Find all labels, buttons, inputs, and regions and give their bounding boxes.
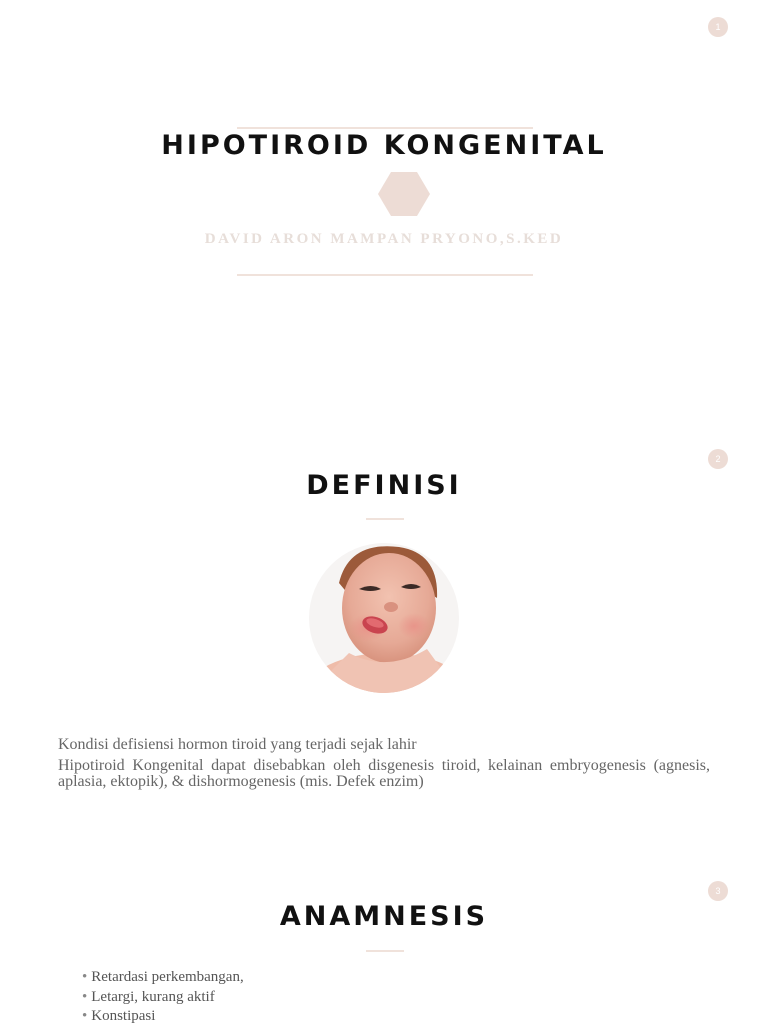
list-item: • Konstipasi (82, 1007, 244, 1027)
slide-number-badge: 3 (708, 881, 728, 901)
title-top-rule (237, 127, 533, 129)
definition-paragraph-2: Hipotiroid Kongenital dapat disebabkan oleh disgenesis tiroid, kelainan embryogenesis (agnesis, aplasia, ektopik), & dishormogenesis (mis. Defek enzim) (58, 757, 710, 790)
list-item: • Letargi, kurang aktif (82, 988, 244, 1008)
hexagon-ornament (378, 172, 430, 216)
slide-number-badge: 1 (708, 17, 728, 37)
section-underline (366, 518, 404, 520)
author-name: DAVID ARON MAMPAN PRYONO,S.KED (204, 231, 564, 247)
title-bottom-rule (237, 274, 533, 276)
definition-text (58, 737, 710, 790)
section-title-definisi: DEFINISI (306, 470, 462, 501)
anamnesis-list (82, 968, 244, 1027)
presentation-title: HIPOTIROID KONGENITAL (161, 130, 607, 161)
list-item: • Retardasi perkembangan, (82, 968, 244, 988)
section-underline (366, 950, 404, 952)
definition-paragraph-1: Kondisi defisiensi hormon tiroid yang terjadi sejak lahir (58, 736, 417, 753)
baby-photo (309, 543, 459, 693)
section-title-anamnesis: ANAMNESIS (279, 901, 489, 932)
slide-number-badge: 2 (708, 449, 728, 469)
